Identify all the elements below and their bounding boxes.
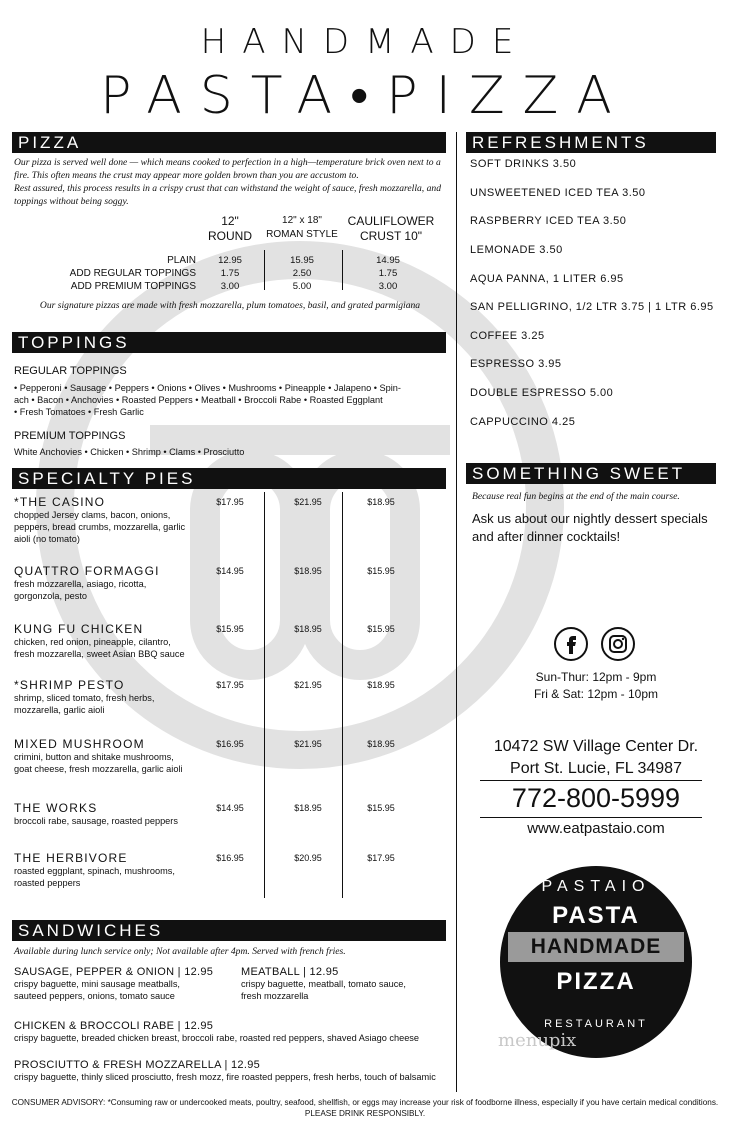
pie-price: $15.95	[367, 803, 395, 813]
website-link[interactable]: www.eatpastaio.com	[527, 820, 665, 837]
pie-price: $20.95	[294, 853, 322, 863]
pie-price: $21.95	[294, 680, 322, 690]
pie-price: $18.95	[294, 803, 322, 813]
pie-price: $16.95	[216, 739, 244, 749]
phone-number[interactable]: 772-800-5999	[511, 783, 681, 813]
pizza-prices-round: 12.95 1.75 3.00	[218, 255, 242, 292]
pizza-prices-cauliflower: 14.95 1.75 3.00	[376, 255, 400, 292]
pie-price: $15.95	[216, 624, 244, 634]
consumer-advisory: CONSUMER ADVISORY: *Consuming raw or undercooked meats, poultry, seafood, shellfish, or eggs may increase your risk of foodborne illness, especially if you have certain medical conditions. PLEASE DRINK RESPONSIBLY.	[11, 1098, 719, 1118]
pie-price: $17.95	[216, 497, 244, 507]
refreshment-item: RASPBERRY ICED TEA 3.50	[470, 215, 627, 227]
refreshment-item: LEMONADE 3.50	[470, 244, 563, 256]
pastaio-logo: PASTAIO PASTA HANDMADE PIZZA RESTAURANT	[500, 866, 692, 1058]
pie-price: $18.95	[294, 624, 322, 634]
regular-toppings-list: • Pepperoni • Sausage • Peppers • Onions • Olives • Mushrooms • Pineapple • Jalapeno • Spin- ach • Bacon • Anchovies • Roasted Peppers • Meatball • Broccoli Rabe • Roasted Eggplant • Fresh Tomatoes • Fresh Garlic	[14, 383, 401, 417]
premium-toppings-title: PREMIUM TOPPINGS	[14, 430, 126, 442]
sandwich-item: PROSCIUTTO & FRESH MOZZARELLA | 12.95 crispy baguette, thinly sliced prosciutto, fresh mozz, fire roasted peppers, fresh herbs, touch of balsamic	[14, 1059, 436, 1082]
toppings-title: TOPPINGS	[12, 332, 446, 353]
pie-price: $21.95	[294, 497, 322, 507]
address: 10472 SW Village Center Dr. Port St. Lucie, FL 34987	[493, 738, 699, 777]
pie-price: $18.95	[367, 739, 395, 749]
specialty-pie-item: QUATTRO FORMAGGI fresh mozzarella, asiago, ricotta, gorgonzola, pesto	[14, 564, 160, 601]
instagram-icon[interactable]	[600, 626, 636, 662]
sandwich-item: SAUSAGE, PEPPER & ONION | 12.95 crispy baguette, mini sausage meatballs, sauteed peppers, onions, tomato sauce	[14, 966, 214, 1001]
sweet-text: Ask us about our nightly dessert specials and after dinner cocktails!	[472, 511, 708, 544]
sandwich-item: CHICKEN & BROCCOLI RABE | 12.95 crispy baguette, breaded chicken breast, broccoli rabe, roasted red peppers, shaved Asiago cheese	[14, 1020, 420, 1043]
specialty-pie-item: KUNG FU CHICKEN chicken, red onion, pineapple, cilantro, fresh mozzarella, sweet Asian BBQ sauce	[14, 622, 185, 659]
pizza-title: PIZZA	[12, 132, 446, 153]
sandwiches-note: Available during lunch service only; Not available after 4pm. Served with french fries.	[14, 946, 346, 957]
pie-price: $18.95	[367, 680, 395, 690]
specialty-pie-item: *SHRIMP PESTO shrimp, sliced tomato, fresh herbs, mozzarella, garlic aioli	[14, 678, 155, 715]
pizza-col-roman: 12" x 18" ROMAN STYLE	[266, 215, 338, 240]
header-pasta-pizza: PASTA•PIZZA	[100, 66, 630, 126]
refreshment-item: AQUA PANNA, 1 LITER 6.95	[470, 273, 624, 285]
pie-price: $16.95	[216, 853, 244, 863]
pie-price: $14.95	[216, 566, 244, 576]
refreshment-item: CAPPUCCINO 4.25	[470, 416, 576, 428]
specialty-pie-item: MIXED MUSHROOM crimini, button and shitake mushrooms, goat cheese, fresh mozzarella, garlic aioli	[14, 737, 183, 774]
pizza-row-labels: PLAIN ADD REGULAR TOPPINGS ADD PREMIUM TOPPINGS	[69, 255, 196, 292]
refreshment-item: ESPRESSO 3.95	[470, 358, 562, 370]
pizza-prices-roman: 15.95 2.50 5.00	[290, 255, 314, 292]
pizza-col-cauliflower: CAULIFLOWER CRUST 10"	[347, 214, 435, 243]
sandwich-item: MEATBALL | 12.95 crispy baguette, meatball, tomato sauce, fresh mozzarella	[241, 966, 406, 1001]
refreshment-item: COFFEE 3.25	[470, 330, 545, 342]
pie-price: $15.95	[367, 566, 395, 576]
sandwiches-title: SANDWICHES	[12, 920, 446, 941]
header-handmade: HANDMADE	[200, 22, 530, 62]
column-divider	[456, 132, 457, 1092]
pie-price: $15.95	[367, 624, 395, 634]
menupix-watermark: menupix	[498, 1030, 577, 1051]
facebook-icon[interactable]	[553, 626, 589, 662]
specialty-pie-item: *THE CASINO chopped Jersey clams, bacon, onions, peppers, bread crumbs, mozzarella, garlic aioli (no tomato)	[14, 495, 186, 544]
pie-price: $14.95	[216, 803, 244, 813]
pie-price: $18.95	[367, 497, 395, 507]
pie-price: $21.95	[294, 739, 322, 749]
business-hours: Sun-Thur: 12pm - 9pm Fri & Sat: 12pm - 10pm	[533, 670, 659, 701]
refreshment-item: DOUBLE ESPRESSO 5.00	[470, 387, 614, 399]
sweet-note: Because real fun begins at the end of the main course.	[472, 491, 680, 502]
something-sweet-title: SOMETHING SWEET	[466, 463, 716, 484]
pie-price: $18.95	[294, 566, 322, 576]
premium-toppings-list: White Anchovies • Chicken • Shrimp • Clams • Prosciutto	[14, 447, 245, 457]
refreshment-item: UNSWEETENED ICED TEA 3.50	[470, 187, 646, 199]
refreshment-item: SAN PELLIGRINO, 1/2 LTR 3.75 | 1 LTR 6.95	[470, 301, 714, 313]
specialty-pie-item: THE WORKS broccoli rabe, sausage, roasted peppers	[14, 801, 178, 826]
pizza-description: Our pizza is served well done — which means cooked to perfection in a high—temperature brick oven next to a fire. This often means the crust may appear more golden brown than you are accustom to. Rest assured, this process results in a crispy crust that can withstand the weight of sauce, fresh mozzarella, and toppings without being soggy.	[14, 157, 441, 207]
pizza-col-round: 12" ROUND	[208, 214, 252, 243]
refreshments-title: REFRESHMENTS	[466, 132, 716, 153]
pie-price: $17.95	[367, 853, 395, 863]
specialty-pie-item: THE HERBIVORE roasted eggplant, spinach, mushrooms, roasted peppers	[14, 851, 175, 888]
pizza-signature-note: Our signature pizzas are made with fresh mozzarella, plum tomatoes, basil, and grated parmigiana	[39, 300, 421, 311]
regular-toppings-title: REGULAR TOPPINGS	[14, 365, 127, 377]
pie-price: $17.95	[216, 680, 244, 690]
specialty-pies-title: SPECIALTY PIES	[12, 468, 446, 489]
refreshment-item: SOFT DRINKS 3.50	[470, 158, 577, 170]
